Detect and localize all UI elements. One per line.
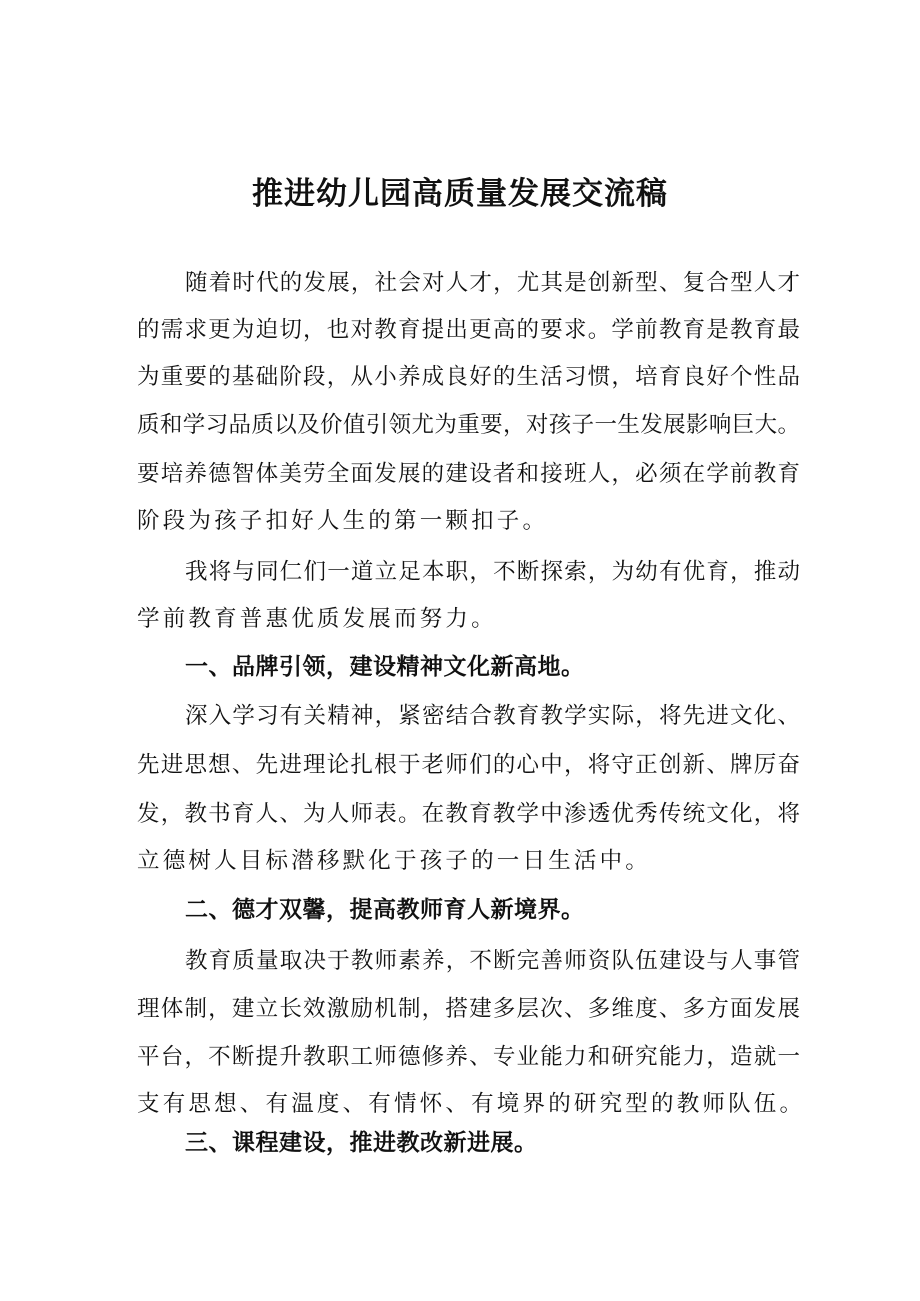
paragraph-line: 学前教育普惠优质发展而努力。 <box>137 606 497 632</box>
paragraph-line: 为重要的基础阶段，从小养成良好的生活习惯，培育良好个性品 <box>137 364 800 390</box>
paragraph-line: 发，教书育人、为人师表。在教育教学中渗透优秀传统文化，将 <box>137 801 800 827</box>
paragraph-line: 要培养德智体美劳全面发展的建设者和接班人，必须在学前教育 <box>137 461 800 487</box>
section-heading-2: 二、德才双馨，提高教师育人新境界。 <box>185 897 585 923</box>
paragraph-line: 深入学习有关精神，紧密结合教育教学实际，将先进文化、 <box>185 703 800 729</box>
paragraph-line: 先进思想、先进理论扎根于老师们的心中，将守正创新、牌厉奋 <box>137 752 800 778</box>
paragraph-line: 平台，不断提升教职工师德修养、专业能力和研究能力，造就一 <box>137 1044 800 1070</box>
document-title: 推进幼儿园高质量发展交流稿 <box>252 176 668 212</box>
paragraph-line: 质和学习品质以及价值引领尤为重要，对孩子一生发展影响巨大。 <box>137 412 800 438</box>
paragraph-line: 的需求更为迫切，也对教育提出更高的要求。学前教育是教育最 <box>137 317 800 343</box>
paragraph-line: 教育质量取决于教师素养，不断完善师资队伍建设与人事管 <box>185 948 800 974</box>
section-heading-1: 一、品牌引领，建设精神文化新高地。 <box>185 654 585 680</box>
paragraph-line: 随着时代的发展，社会对人才，尤其是创新型、复合型人才 <box>185 270 800 296</box>
paragraph-line: 我将与同仁们一道立足本职，不断探索，为幼有优育，推动 <box>185 559 800 585</box>
paragraph-line: 立德树人目标潜移默化于孩子的一日生活中。 <box>137 848 652 874</box>
section-heading-3: 三、课程建设，推进教改新进展。 <box>185 1130 538 1156</box>
paragraph-line: 阶段为孩子扣好人生的第一颗扣子。 <box>137 508 549 534</box>
paragraph-line: 支有思想、有温度、有情怀、有境界的研究型的教师队伍。 <box>137 1091 806 1117</box>
paragraph-line: 理体制，建立长效激励机制，搭建多层次、多维度、多方面发展 <box>137 996 800 1022</box>
